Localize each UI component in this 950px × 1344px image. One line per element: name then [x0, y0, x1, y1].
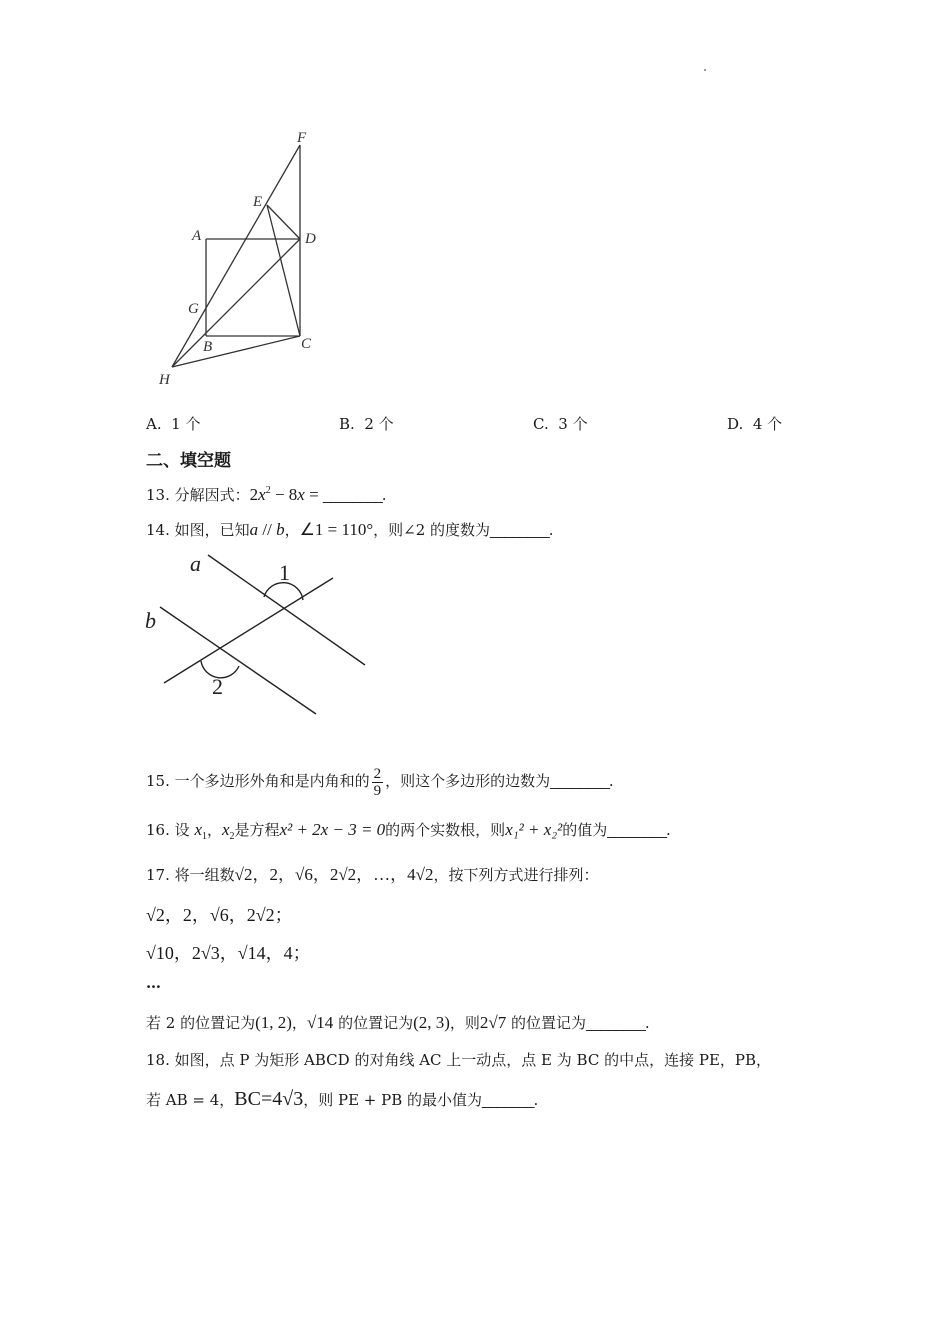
label-line-b: b — [145, 608, 156, 633]
q14-mid: ，则∠2 的度数为 — [373, 521, 491, 539]
q14-comma: ， — [284, 521, 300, 539]
q14-angle1: ∠1 = 110° — [299, 520, 374, 539]
choice-c-letter: C. — [533, 415, 549, 433]
choice-c-text: 3 个 — [558, 415, 588, 433]
label-angle-2: 2 — [212, 674, 223, 699]
question-15 — [146, 760, 614, 803]
q13-x2: x — [297, 485, 305, 504]
q14-number: 14. — [146, 521, 170, 539]
section-title: 二、填空题 — [146, 451, 231, 471]
q13-prefix: 分解因式： — [174, 486, 250, 504]
q15-text1: 一个多边形外角和是内角和的 — [174, 772, 370, 790]
q17-qb: ， — [291, 1014, 307, 1032]
q16-t4: 的两个实数根，则 — [385, 821, 506, 839]
q17-qc: 的位置记为 — [338, 1014, 414, 1032]
q14-parallel: // — [258, 520, 277, 539]
q18-number: 18. — [146, 1051, 170, 1069]
q18-line2c: ，则 PE + PB 的最小值为 — [303, 1091, 483, 1109]
q13-mid: − 8 — [270, 485, 298, 504]
q17-target: 2√7 — [479, 1013, 507, 1032]
label-f: F — [297, 130, 307, 146]
q16-end: . — [666, 821, 671, 839]
choice-a-text: 1 个 — [171, 415, 201, 433]
q17-row-1: √2，2，√6，2√2； — [146, 905, 293, 925]
q15-text2: ，则这个多边形的边数为 — [385, 772, 551, 790]
question-17 — [146, 860, 599, 885]
q16-x1: x — [194, 820, 202, 839]
q14-prefix: 如图，已知 — [174, 521, 250, 539]
angle-1-arc — [264, 583, 303, 600]
q16-sub2: 2 — [229, 831, 235, 842]
q14-end: . — [548, 521, 554, 539]
label-a: A — [192, 228, 202, 244]
q17-number: 17. — [146, 866, 170, 884]
label-g: G — [188, 301, 199, 317]
label-h: H — [159, 372, 170, 388]
q16-t2: ， — [206, 821, 222, 839]
choice-a-letter: A. — [146, 415, 162, 433]
question-16 — [146, 819, 671, 842]
q13-eq: = — [304, 485, 323, 504]
choice-d-text: 4 个 — [752, 415, 783, 433]
q16-sum: x₁² + x₂² — [505, 820, 563, 839]
scan-dot — [704, 69, 706, 71]
q17-question — [146, 1012, 650, 1033]
choice-b-letter: B. — [339, 415, 355, 433]
q13-coef: 2 — [249, 485, 259, 504]
line-b — [160, 607, 316, 714]
q13-number: 13. — [146, 486, 170, 504]
q15-frac-den: 9 — [373, 782, 382, 799]
segment-hc — [172, 336, 300, 367]
q18-end: . — [533, 1091, 539, 1109]
q16-number: 16. — [146, 821, 170, 839]
q15-frac-num: 2 — [373, 765, 382, 782]
q13-x: x — [258, 485, 266, 504]
segment-ec — [267, 205, 300, 336]
q16-sub1: 1 — [201, 831, 207, 842]
q17-row-3: … — [146, 974, 161, 992]
q18-line-2 — [146, 1088, 538, 1111]
geometry-figure-square — [150, 125, 330, 395]
q17-sequence: √2，2，√6，2√2，…，4√2 — [234, 865, 434, 884]
q16-t5: 的值为 — [562, 821, 608, 839]
q17-qa: 若 2 的位置记为 — [146, 1014, 256, 1032]
q14-blank[interactable]: ________ — [490, 522, 549, 539]
q15-number: 15. — [146, 772, 170, 790]
q13-blank[interactable]: ________ — [322, 487, 382, 504]
q16-t1: 设 — [174, 821, 190, 839]
q14-b: b — [276, 520, 285, 539]
question-18 — [146, 1049, 771, 1070]
q18-line2b: BC=4√3 — [234, 1088, 304, 1110]
q17-sqrt14: √14 — [306, 1013, 334, 1032]
q13-end: . — [381, 486, 387, 504]
q15-blank[interactable]: ________ — [550, 773, 609, 790]
q16-blank[interactable]: ________ — [607, 822, 667, 839]
q17-qd: ，则 — [449, 1014, 480, 1032]
choice-d-letter: D. — [727, 415, 744, 433]
q14-a: a — [249, 520, 259, 539]
question-13 — [146, 484, 386, 505]
q16-x2: x — [222, 820, 230, 839]
q17-pos2: (2, 3) — [413, 1013, 450, 1032]
q18-blank[interactable]: _______ — [482, 1092, 534, 1109]
q16-t3: 是方程 — [234, 821, 280, 839]
choice-a — [146, 413, 200, 434]
q18-line1: 如图，点 P 为矩形 ABCD 的对角线 AC 上一动点，点 E 为 BC 的中点，连接 PE，PB， — [174, 1051, 772, 1069]
label-d: D — [305, 231, 316, 247]
choice-b — [339, 413, 394, 434]
choice-d — [727, 413, 782, 434]
q17-blank[interactable]: ________ — [586, 1015, 645, 1032]
q17-qe: 的位置记为 — [511, 1014, 587, 1032]
q17-row-2: √10，2√3，√14，4； — [146, 943, 311, 963]
question-14 — [146, 519, 554, 540]
q17-t1: 将一组数 — [174, 866, 235, 884]
choice-c — [533, 413, 588, 434]
q15-fraction — [372, 766, 384, 799]
q18-line2a: 若 AB = 4， — [146, 1091, 235, 1109]
q13-exp: 2 — [265, 485, 271, 496]
segment-fh — [172, 145, 300, 367]
q16-equation: x² + 2x − 3 = 0 — [279, 820, 386, 839]
label-c: C — [301, 336, 312, 352]
label-line-a: a — [190, 551, 201, 576]
label-e: E — [253, 194, 263, 210]
q17-t2: ，按下列方式进行排列： — [433, 866, 599, 884]
label-b: B — [203, 339, 213, 355]
parallel-lines-figure — [140, 550, 380, 720]
q17-end: . — [644, 1014, 650, 1032]
label-angle-1: 1 — [279, 560, 290, 585]
q15-end: . — [608, 772, 614, 790]
choice-b-text: 2 个 — [364, 415, 394, 433]
q17-pos1: (1, 2) — [255, 1013, 292, 1032]
